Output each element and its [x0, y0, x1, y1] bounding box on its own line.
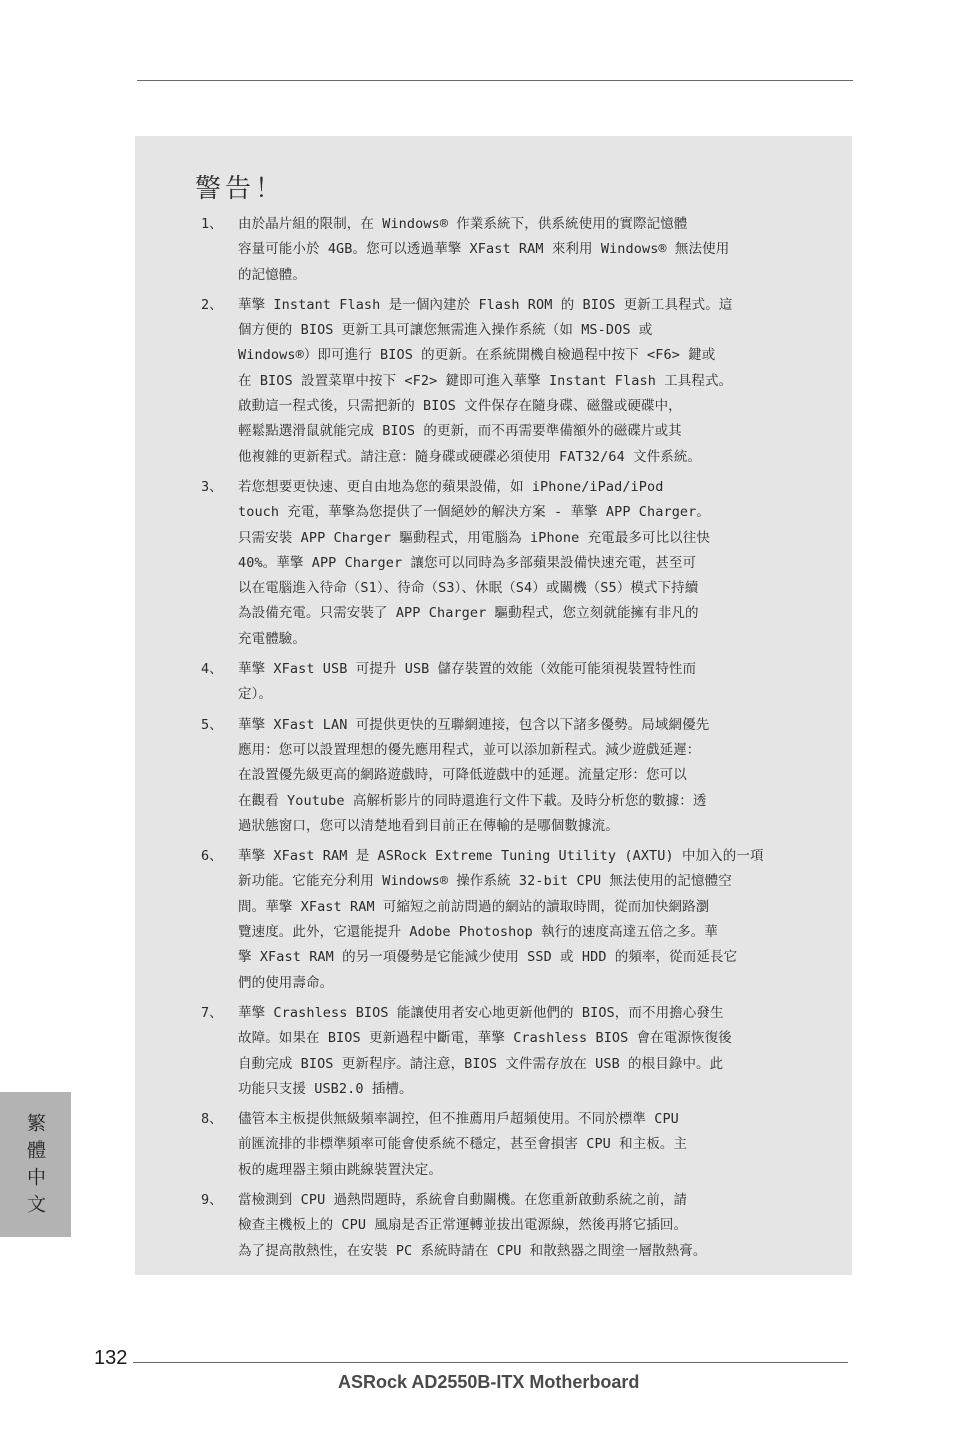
warning-item: [135, 657, 808, 708]
warning-title: 警告！: [195, 174, 286, 204]
warning-item-text-line: 們的使用壽命。: [238, 974, 334, 991]
warning-item-text-line: 他複雜的更新程式。請注意：隨身碟或硬碟必須使用 FAT32/64 文件系統。: [238, 448, 702, 465]
footer-product-title: ASRock AD2550B-ITX Motherboard: [338, 1372, 640, 1392]
warning-item-text-line: 檢查主機板上的 CPU 風扇是否正常運轉並拔出電源線，然後再將它插回。: [238, 1217, 688, 1234]
warning-item-number: 1、: [201, 216, 223, 232]
warning-item-text-line: 儘管本主板提供無級頻率調控，但不推薦用戶超頻使用。不同於標準 CPU: [238, 1111, 679, 1128]
language-side-tab: [0, 1092, 71, 1237]
warning-item-text-line: touch 充電，華擎為您提供了一個絕妙的解決方案 - 華擎 APP Charger。: [238, 504, 710, 521]
warning-item-text-line: 為了提高散熱性，在安裝 PC 系統時請在 CPU 和散熱器之間塗一層散熱膏。: [238, 1242, 707, 1259]
warning-item-text-line: 華擎 XFast USB 可提升 USB 儲存裝置的效能（效能可能須視裝置特性而: [238, 661, 697, 678]
warning-item-text-line: 板的處理器主頻由跳線裝置決定。: [238, 1161, 442, 1178]
warning-item-text-line: 輕鬆點選滑鼠就能完成 BIOS 的更新，而不再需要準備額外的磁碟片或其: [238, 423, 682, 440]
warning-item-text-line: Windows®）即可進行 BIOS 的更新。在系統開機自檢過程中按下 <F6> 鍵或: [238, 347, 716, 364]
language-label: 繁體中文: [24, 1113, 46, 1221]
warning-item-text-line: 充電體驗。: [238, 630, 306, 647]
warning-item-number: 4、: [201, 661, 223, 678]
warning-item-text-line: 擎 XFast RAM 的另一項優勢是它能減少使用 SSD 或 HDD 的頻率，從而延長它: [238, 949, 738, 966]
warning-item-text-line: 華擎 XFast LAN 可提供更快的互聯網連接，包含以下諸多優勢。局域網優先: [238, 716, 710, 733]
warning-item-text-line: 若您想要更快速、更自由地為您的蘋果設備，如 iPhone/iPad/iPod: [238, 478, 664, 495]
warning-item-number: 8、: [201, 1111, 223, 1128]
warning-item: [135, 293, 808, 470]
warning-item: [135, 475, 808, 652]
warning-item-number: 9、: [201, 1191, 223, 1208]
top-divider: [137, 80, 853, 81]
warning-item-number: 7、: [201, 1004, 223, 1021]
warning-item-text-line: 在設置優先級更高的網路遊戲時，可降低遊戲中的延遲。流量定形：您可以: [238, 767, 687, 784]
warning-item-text-line: 新功能。它能充分利用 Windows® 操作系統 32-bit CPU 無法使用的記憶體空: [238, 873, 732, 890]
warning-item-text-line: 定）。: [238, 686, 273, 703]
warning-item: [135, 713, 808, 839]
warning-item-text-line: 前匯流排的非標準頻率可能會使系統不穩定，甚至會損害 CPU 和主板。主: [238, 1136, 688, 1153]
warning-item-text-line: 功能只支援 USB2.0 插槽。: [238, 1080, 413, 1097]
warning-item: [135, 212, 808, 288]
warning-item-text-line: 過狀態窗口，您可以清楚地看到目前正在傳輸的是哪個數據流。: [238, 817, 619, 834]
warning-item-text-line: 應用：您可以設置理想的優先應用程式，並可以添加新程式。減少遊戲延遲：: [238, 741, 701, 758]
warning-item: [135, 1188, 808, 1264]
warning-item-number: 2、: [201, 296, 223, 313]
warning-item-text-line: 啟動這一程式後，只需把新的 BIOS 文件保存在隨身碟、磁盤或硬碟中，: [238, 398, 682, 415]
warning-item-text-line: 華擎 Instant Flash 是一個內建於 Flash ROM 的 BIOS 更新工具程式。這: [238, 296, 733, 313]
warning-item-text-line: 只需安裝 APP Charger 驅動程式，用電腦為 iPhone 充電最多可比以往快: [238, 529, 710, 546]
warning-item-text-line: 華擎 Crashless BIOS 能讓使用者安心地更新他們的 BIOS，而不用擔心發生: [238, 1004, 724, 1021]
warning-list: [135, 212, 808, 1269]
warning-box: [135, 136, 852, 1275]
warning-item-text-line: 當檢測到 CPU 過熱問題時，系統會自動關機。在您重新啟動系統之前，請: [238, 1191, 688, 1208]
warning-item-text-line: 為設備充電。只需安裝了 APP Charger 驅動程式，您立刻就能擁有非凡的: [238, 605, 699, 622]
warning-item: [135, 1107, 808, 1183]
warning-item-text-line: 以在電腦進入待命（S1）、待命（S3）、休眠（S4）或關機（S5）模式下持續: [238, 580, 699, 597]
warning-item-text-line: 由於晶片組的限制，在 Windows® 作業系統下，供系統使用的實際記憶體: [238, 216, 688, 232]
warning-item-text-line: 的記憶體。: [238, 266, 306, 283]
warning-item-text-line: 自動完成 BIOS 更新程序。請注意，BIOS 文件需存放在 USB 的根目錄中。此: [238, 1055, 724, 1072]
warning-item-text-line: 容量可能小於 4GB。您可以透過華擎 XFast RAM 來利用 Windows® 無法使用: [238, 241, 730, 258]
warning-item-text-line: 個方便的 BIOS 更新工具可讓您無需進入操作系統（如 MS-DOS 或: [238, 322, 653, 339]
warning-item-number: 3、: [201, 478, 223, 495]
warning-item-text-line: 覽速度。此外，它還能提升 Adobe Photoshop 執行的速度高達五倍之多。華: [238, 924, 718, 941]
warning-item-number: 6、: [201, 848, 223, 865]
warning-item-text-line: 間。華擎 XFast RAM 可縮短之前訪問過的網站的讀取時間，從而加快網路瀏: [238, 898, 710, 915]
page-number: 132: [94, 1347, 128, 1369]
warning-item-text-line: 華擎 XFast RAM 是 ASRock Extreme Tuning Utility (AXTU) 中加入的一項: [238, 848, 764, 865]
warning-item-text-line: 在 BIOS 設置菜單中按下 <F2> 鍵即可進入華擎 Instant Flash 工具程式。: [238, 372, 733, 389]
warning-item-number: 5、: [201, 716, 223, 733]
warning-item-text-line: 在觀看 Youtube 高解析影片的同時還進行文件下載。及時分析您的數據：透: [238, 792, 707, 809]
warning-item-text-line: 40%。華擎 APP Charger 讓您可以同時為多部蘋果設備快速充電，甚至可: [238, 554, 697, 571]
bottom-divider: [133, 1362, 848, 1363]
warning-item-text-line: 故障。如果在 BIOS 更新過程中斷電，華擎 Crashless BIOS 會在電源恢復後: [238, 1030, 732, 1047]
warning-item: [135, 1001, 808, 1102]
warning-item: [135, 844, 808, 996]
